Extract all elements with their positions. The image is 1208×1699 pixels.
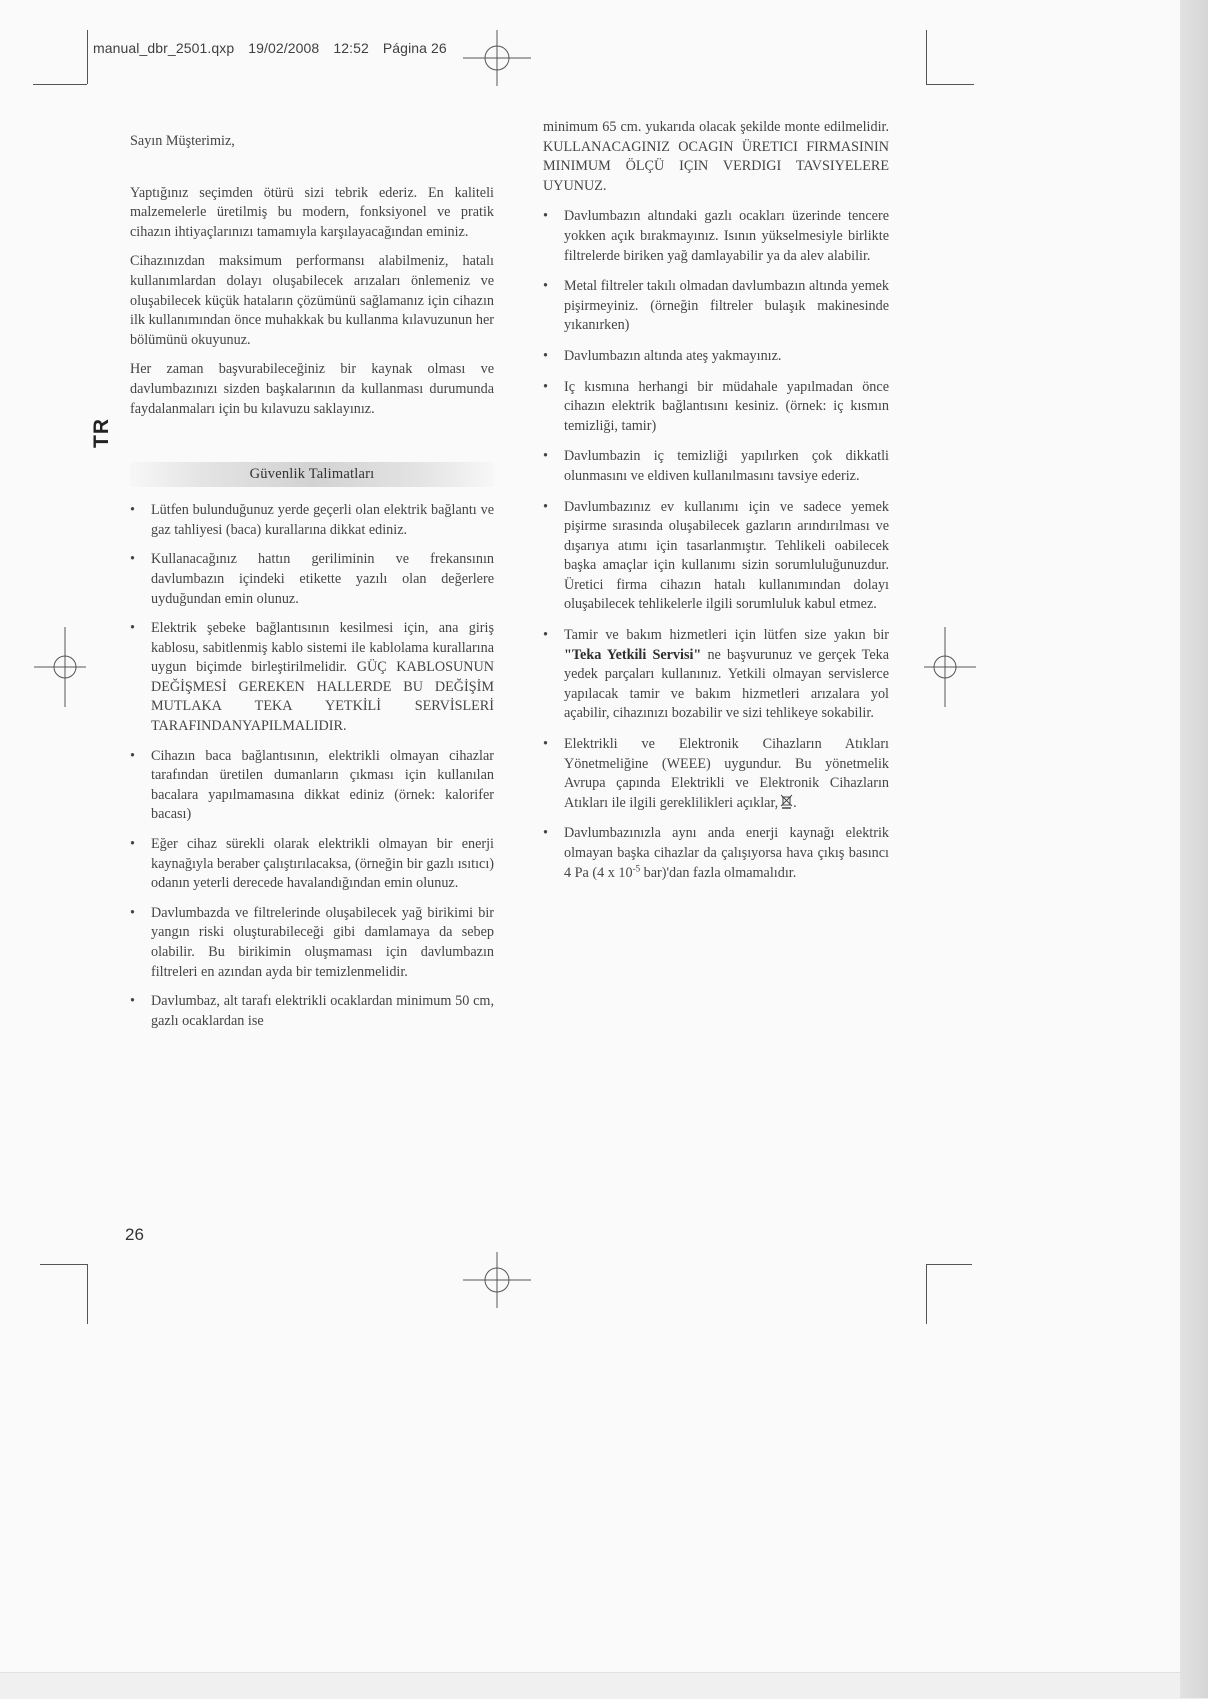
service-text-after: ne başvurunuz ve gerçek Teka yedek parçaları kullanınız. Yetkili olmayan servislerce yapılacak tamir ve bakım hizmetleri arızalara yol açabilir, cihazınızı bozabilir ve sizi tehlikeye sokabilir. xyxy=(564,646,890,722)
slug-time: 12:52 xyxy=(333,40,369,56)
registration-mark-icon xyxy=(920,625,980,709)
list-item: • Davlumbazın altında ateş yakmayınız. xyxy=(543,347,889,367)
weee-end: . xyxy=(793,794,797,811)
crop-mark xyxy=(87,1264,88,1324)
list-item: • Kullanacağınız hattın geriliminin ve frekansının davlumbazın içindeki etikette yazılı olan değerlere uyduğundan emin olunuz. xyxy=(130,550,494,609)
list-item: • Davlumbazınız ev kullanımı için ve sadece yemek pişirme sırasında oluşabilecek gazların arındırılması ve dışarıya atımı için tasarlanmıştır. Tehlikeli oabilecek başka amaçlar için kullanımı sizin sorumluluğunuzdur. Üretici firma cihazın hatalı kullanımından dolayı oluşabilecek tehlikelerle ilgili sorumluluk kabul etmez. xyxy=(543,498,889,616)
right-column xyxy=(543,118,889,894)
list-item: • Davlumbazın altındaki gazlı ocakları üzerinde tencere yokken açık bırakmayınız. Isının yükselmesiyle birlikte filtrelerde biriken yağ damlayabilir ya da alev alabilir. xyxy=(543,207,889,266)
crop-mark xyxy=(926,1264,927,1324)
section-title: Güvenlik Talimatları xyxy=(130,462,494,487)
intro-paragraph: Yaptığınız seçimden ötürü sizi tebrik ederiz. En kaliteli malzemelerle üretilmiş bu modern, fonksiyonel ve pratik cihazın ihtiyaçlarınızı tamamıyla karşılayacağından eminiz. xyxy=(130,184,494,240)
pressure-text-after: bar)'dan fazla olmamalıdır. xyxy=(640,864,797,881)
pressure-text-before: Davlumbazınızla aynı anda enerji kaynağı elektrik olmayan başka cihazlar da çalışıyorsa hava çıkış basıncı 4 Pa (4 x 10 xyxy=(564,825,889,881)
list-item: • Eğer cihaz sürekli olarak elektrikli olmayan bir enerji kaynağıyla beraber çalıştırılacaksa, (örneğin bir gazlı ısıtıcı) odanın yeterli derecede havalandığından emin olunuz. xyxy=(130,835,494,894)
crop-mark xyxy=(87,30,88,84)
list-item: • Lütfen bulunduğunuz yerde geçerli olan elektrik bağlantı ve gaz tahliyesi (baca) kurallarına dikkat ediniz. xyxy=(130,501,494,540)
left-column xyxy=(130,132,494,1041)
scan-edge xyxy=(1180,0,1208,1698)
page-number: 26 xyxy=(125,1225,144,1244)
service-text-before: Tamir ve bakım hizmetleri için lütfen size yakın bir xyxy=(564,627,889,644)
scan-bottom-band xyxy=(0,1672,1180,1699)
safety-list-continued xyxy=(543,207,889,883)
service-name: "Teka Yetkili Servisi" xyxy=(564,646,702,663)
crossed-bin-icon xyxy=(780,794,793,809)
safety-list xyxy=(130,501,494,1031)
print-slug xyxy=(93,40,457,56)
language-tab: TR xyxy=(90,418,113,448)
registration-mark-icon xyxy=(457,28,537,88)
weee-text: Elektrikli ve Elektronik Cihazların Atıkları Yönetmeliğine (WEEE) uygundur. Bu yönetmelik Avrupa çapında Elektrikli ve Elektronik Cihazların Atıkları ile ilgili gereklilikleri açıklar, xyxy=(564,736,889,811)
crop-mark xyxy=(33,84,87,85)
intro-paragraph: Her zaman başvurabileceğiniz bir kaynak olması ve davlumbazınızı sizden başkalarının da kullanması durumunda faydalanmaları için bu kılavuzu saklayınız. xyxy=(130,361,494,417)
list-item: • Davlumbazin iç temizliği yapılırken çok dikkatli olunmasını ve eldiven kullanılmasını tavsiye ederiz. xyxy=(543,447,889,486)
list-item: • Davlumbaz, alt tarafı elektrikli ocaklardan minimum 50 cm, gazlı ocaklardan ise xyxy=(130,992,494,1031)
list-item-service xyxy=(543,626,889,724)
list-item: • Davlumbazda ve filtrelerinde oluşabilecek yağ birikimi bir yangın riski oluşturabileceği gibi damlamaya da sebep olabilir. Bu birikimin oluşmaması için davlumbazın filtreleri en azından ayda bir temizlenmelidir. xyxy=(130,904,494,982)
list-item: • Iç kısmına herhangi bir müdahale yapılmadan önce cihazın elektrik bağlantısını kesiniz. (örnek: iç kısmın temizliği, tamir) xyxy=(543,378,889,437)
list-item: • Elektrik şebeke bağlantısının kesilmesi için, ana giriş kablosu, sabitlenmiş kablo sistemi ile kablolama kurallarına uygun biçimde birleştirilmelidir. GÜÇ KABLOSUNUN DEĞİŞMESİ GEREKEN HALLERDE BU DEĞİŞİM MUTLAKA TEKA YETKİLİ SERVİSLERİ TARAFINDANYAPILMALIDIR. xyxy=(130,619,494,737)
continued-paragraph: minimum 65 cm. yukarıda olacak şekilde monte edilmelidir. KULLANACAGINIZ OCAGIN ÜRETICI FIRMASININ MINIMUM ÖLÇÜ IÇIN VERDIGI TAVSIYELERE UYUNUZ. xyxy=(543,119,889,194)
crop-mark xyxy=(926,1264,972,1265)
slug-date: 19/02/2008 xyxy=(248,40,320,56)
intro-paragraph: Cihazınızdan maksimum performansı alabilmeniz, hatalı kullanımlardan dolayı oluşabilecek arızaları önlemeniz ve oluşabilecek küçük hataların çözümünü sağlamanız için cihazın ilk kullanımından önce muhakkak bu kullanma kılavuzunun her bölümünü okuyunuz. xyxy=(130,253,494,348)
slug-page: Página 26 xyxy=(382,40,447,56)
crop-mark xyxy=(40,1264,87,1265)
slug-filename: manual_dbr_2501.qxp xyxy=(93,40,235,56)
registration-mark-icon xyxy=(457,1250,537,1310)
list-item-pressure xyxy=(543,824,889,883)
pressure-exponent: -5 xyxy=(632,862,641,873)
crop-mark xyxy=(926,84,974,85)
list-item: • Metal filtreler takılı olmadan davlumbazın altında yemek pişirmeyiniz. (örneğin filtreler bulaşık makinesinde yıkanırken) xyxy=(543,277,889,336)
registration-mark-icon xyxy=(30,625,90,709)
salutation: Sayın Müşterimiz, xyxy=(130,133,235,149)
crop-mark xyxy=(926,30,927,84)
list-item: • Cihazın baca bağlantısının, elektrikli olmayan cihazlar tarafından üretilen dumanların çıkması için kullanılan bacalara yapılmamasına dikkat ediniz (örnek: kalorifer bacası) xyxy=(130,747,494,825)
list-item-weee xyxy=(543,735,889,813)
